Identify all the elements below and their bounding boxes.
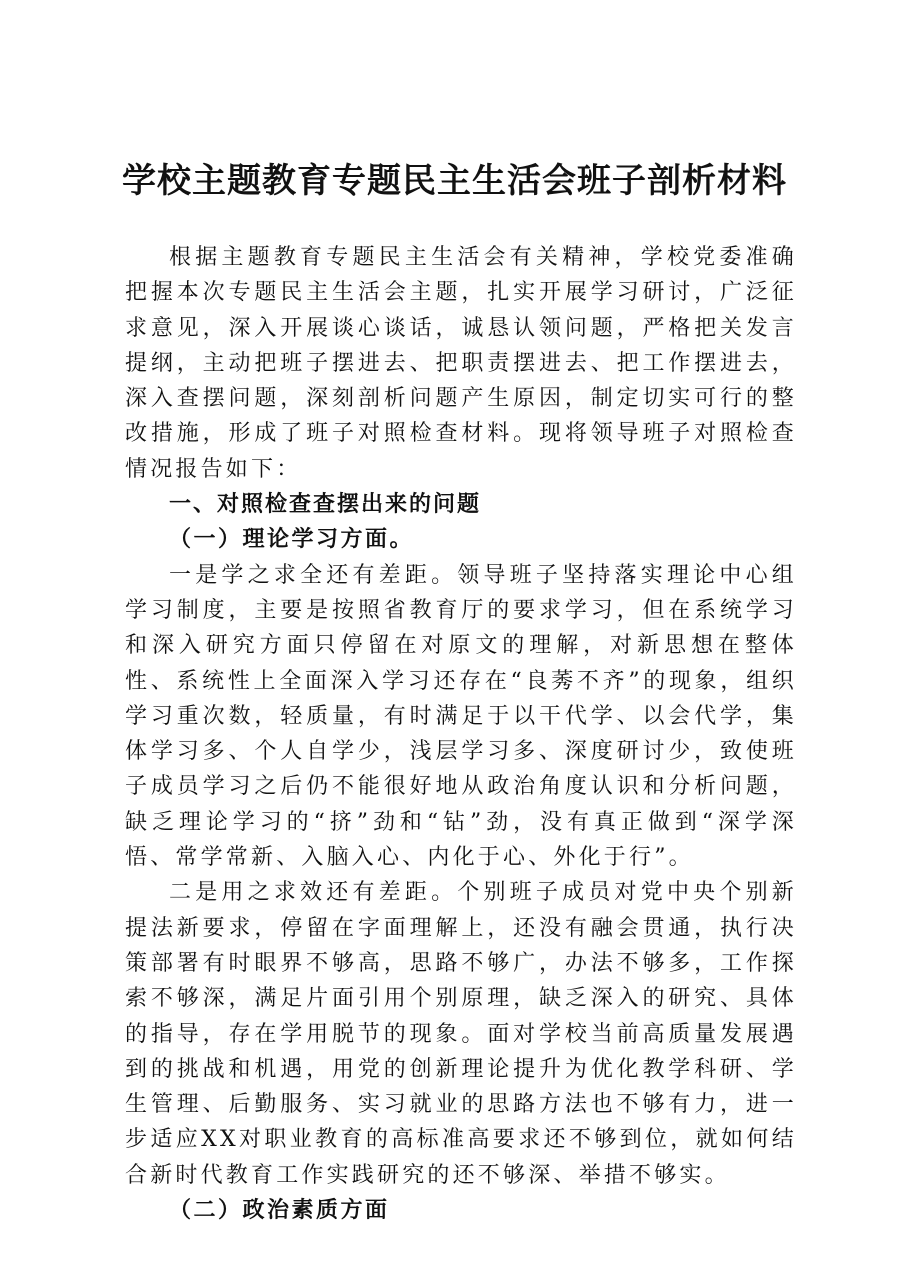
section-heading-problems: 一、对照检查查摆出来的问题: [169, 492, 482, 518]
document-body: [125, 240, 797, 1228]
subsection-heading-political-quality: （二）政治素质方面: [169, 1197, 390, 1224]
subsection-heading-theory-study: （一）理论学习方面。: [169, 526, 415, 553]
paragraph-study-gap: 一是学之求全还有差距。领导班子坚持落实理论中心组学习制度，主要是按照省教育厅的要求学习，但在系统学习和深入研究方面只停留在对原文的理解，对新思想在整体性、系统性上全面深入学习还存在“良莠不齐”的现象，组织学习重次数，轻质量，有时满足于以干代学、以会代学，集体学习多、个人自学少，浅层学习多、深度研讨少，致使班子成员学习之后仍不能很好地从政治角度认识和分析问题，缺乏理论学习的“挤”劲和“钻”劲，没有真正做到“深学深悟、常学常新、入脑入心、内化于心、外化于行”。: [125, 562, 797, 871]
intro-paragraph: 根据主题教育专题民主生活会有关精神，学校党委准确把握本次专题民主生活会主题，扎实开展学习研讨，广泛征求意见，深入开展谈心谈话，诚恳认领问题，严格把关发言提纲，主动把班子摆进去、把职责摆进去、把工作摆进去，深入查摆问题，深刻剖析问题产生原因，制定切实可行的整改措施，形成了班子对照检查材料。现将领导班子对照检查情况报告如下：: [125, 245, 797, 482]
paragraph-application-gap: 二是用之求效还有差距。个别班子成员对党中央个别新提法新要求，停留在字面理解上，还没有融会贯通，执行决策部署有时眼界不够高，思路不够广，办法不够多，工作探索不够深，满足片面引用个别原理，缺乏深入的研究、具体的指导，存在学用脱节的现象。面对学校当前高质量发展遇到的挑战和机遇，用党的创新理论提升为优化教学科研、学生管理、后勤服务、实习就业的思路方法也不够有力，进一步适应XX对职业教育的高标准高要求还不够到位，就如何结合新时代教育工作实践研究的还不够深、举措不够实。: [125, 880, 797, 1188]
document-title: 学校主题教育专题民主生活会班子剖析材料: [122, 161, 787, 201]
